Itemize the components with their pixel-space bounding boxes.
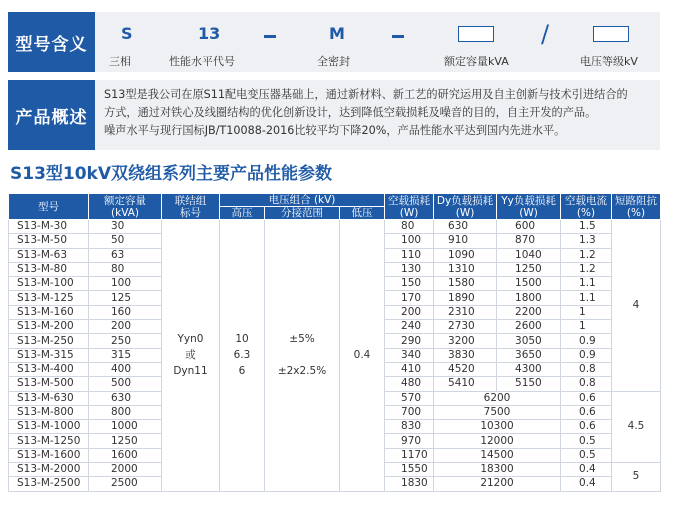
cell-noload-loss: 1550	[385, 463, 434, 477]
cell-capacity: 315	[89, 348, 162, 362]
cell-impedance: 4.5	[612, 391, 661, 462]
cell-yy-load-loss: 1250	[497, 262, 561, 276]
cell-noload-current: 0.4	[561, 463, 612, 477]
cell-noload-loss: 1830	[385, 477, 434, 491]
cell-impedance: 5	[612, 463, 661, 492]
cell-model: S13-M-630	[9, 391, 89, 405]
performance-table	[8, 193, 661, 492]
cell-yy-load-loss: 3050	[497, 334, 561, 348]
cell-dy-load-loss: 4520	[434, 362, 497, 376]
cell-yy-load-loss: 5150	[497, 377, 561, 391]
cell-yy-load-loss: 1800	[497, 291, 561, 305]
cell-load-loss: 6200	[434, 391, 561, 405]
cell-noload-current: 0.9	[561, 348, 612, 362]
cell-noload-current: 0.8	[561, 362, 612, 376]
cell-yy-load-loss: 870	[497, 234, 561, 248]
cell-noload-current: 1.1	[561, 277, 612, 291]
code-m: M	[329, 24, 345, 43]
cell-dy-load-loss: 910	[434, 234, 497, 248]
cell-capacity: 50	[89, 234, 162, 248]
cell-noload-current: 0.6	[561, 420, 612, 434]
cell-impedance: 4	[612, 220, 661, 392]
header-tap: 分接范围	[265, 207, 340, 220]
cell-dy-load-loss: 3200	[434, 334, 497, 348]
cell-capacity: 250	[89, 334, 162, 348]
cell-model: S13-M-160	[9, 305, 89, 319]
cell-noload-current: 0.4	[561, 477, 612, 491]
cell-noload-current: 1	[561, 305, 612, 319]
cell-noload-loss: 700	[385, 405, 434, 419]
cell-dy-load-loss: 1580	[434, 277, 497, 291]
cell-capacity: 400	[89, 362, 162, 376]
cell-noload-current: 1	[561, 320, 612, 334]
overview-line: 方式，通过对铁心及线圈结构的优化创新设计，达到降低空载损耗及噪音的目的，自主开发的产品。	[104, 106, 597, 119]
cell-capacity: 630	[89, 391, 162, 405]
cell-noload-current: 0.6	[561, 391, 612, 405]
header-yy-load-loss: Yy负载损耗 (W)	[497, 194, 561, 220]
cell-model: S13-M-200	[9, 320, 89, 334]
header-noload-loss: 空载损耗 (W)	[385, 194, 434, 220]
cell-dy-load-loss: 2730	[434, 320, 497, 334]
cell-model: S13-M-1000	[9, 420, 89, 434]
cell-noload-current: 1.3	[561, 234, 612, 248]
cell-capacity: 800	[89, 405, 162, 419]
cell-yy-load-loss: 4300	[497, 362, 561, 376]
header-model: 型号	[9, 194, 89, 220]
cell-capacity: 30	[89, 220, 162, 234]
cell-noload-loss: 170	[385, 291, 434, 305]
code-13: 13	[198, 24, 221, 43]
cell-noload-loss: 100	[385, 234, 434, 248]
overview-line: 噪声水平与现行国标JB/T10088-2016比较平均下降20%，产品性能水平达到国内先进水平。	[104, 124, 566, 137]
header-noload-current: 空载电流 (%)	[561, 194, 612, 220]
cell-yy-load-loss: 1500	[497, 277, 561, 291]
cell-noload-current: 1.1	[561, 291, 612, 305]
desc-performance-level: 性能水平代号	[169, 55, 235, 68]
cell-noload-current: 1.2	[561, 262, 612, 276]
cell-model: S13-M-400	[9, 362, 89, 376]
cell-dy-load-loss: 1090	[434, 248, 497, 262]
cell-noload-loss: 110	[385, 248, 434, 262]
cell-model: S13-M-30	[9, 220, 89, 234]
cell-model: S13-M-80	[9, 262, 89, 276]
cell-model: S13-M-800	[9, 405, 89, 419]
cell-noload-loss: 290	[385, 334, 434, 348]
cell-capacity: 200	[89, 320, 162, 334]
header-capacity: 额定容量 (kVA)	[89, 194, 162, 220]
overview-body	[95, 80, 660, 150]
header-voltage: 电压组合 (kV)	[220, 194, 385, 207]
cell-load-loss: 21200	[434, 477, 561, 491]
cell-model: S13-M-125	[9, 291, 89, 305]
cell-capacity: 100	[89, 277, 162, 291]
cell-noload-loss: 240	[385, 320, 434, 334]
cell-model: S13-M-2000	[9, 463, 89, 477]
cell-dy-load-loss: 5410	[434, 377, 497, 391]
cell-model: S13-M-1250	[9, 434, 89, 448]
cell-capacity: 63	[89, 248, 162, 262]
cell-dy-load-loss: 630	[434, 220, 497, 234]
desc-rated-capacity: 额定容量kVA	[444, 55, 509, 68]
dash-separator-2	[392, 35, 404, 38]
table-row	[9, 220, 661, 234]
cell-noload-current: 1.2	[561, 248, 612, 262]
cell-low-voltage: 0.4	[340, 220, 385, 492]
cell-model: S13-M-1600	[9, 448, 89, 462]
cell-noload-loss: 480	[385, 377, 434, 391]
cell-capacity: 160	[89, 305, 162, 319]
cell-yy-load-loss: 600	[497, 220, 561, 234]
overview-section	[8, 80, 660, 150]
cell-capacity: 125	[89, 291, 162, 305]
cell-yy-load-loss: 1040	[497, 248, 561, 262]
cell-noload-current: 0.8	[561, 377, 612, 391]
cell-load-loss: 18300	[434, 463, 561, 477]
model-meaning-section	[8, 12, 660, 72]
cell-capacity: 1000	[89, 420, 162, 434]
cell-load-loss: 12000	[434, 434, 561, 448]
cell-noload-loss: 340	[385, 348, 434, 362]
cell-dy-load-loss: 3830	[434, 348, 497, 362]
header-impedance: 短路阻抗 (%)	[612, 194, 661, 220]
desc-three-phase: 三相	[109, 55, 131, 68]
cell-yy-load-loss: 3650	[497, 348, 561, 362]
cell-model: S13-M-315	[9, 348, 89, 362]
model-meaning-label: 型号含义	[8, 12, 95, 72]
header-lv: 低压	[340, 207, 385, 220]
cell-capacity: 2000	[89, 463, 162, 477]
overview-line: S13型是我公司在原S11配电变压器基础上，通过新材料、新工艺的研究运用及自主创新与技术引进结合的	[104, 88, 628, 101]
cell-noload-loss: 830	[385, 420, 434, 434]
cell-capacity: 1250	[89, 434, 162, 448]
capacity-placeholder-box	[458, 26, 494, 42]
cell-model: S13-M-100	[9, 277, 89, 291]
slash-separator: /	[541, 20, 550, 48]
cell-noload-loss: 410	[385, 362, 434, 376]
performance-table-wrapper	[8, 193, 660, 492]
cell-model: S13-M-2500	[9, 477, 89, 491]
cell-noload-current: 1.5	[561, 220, 612, 234]
cell-tap-range: ±5% ±2x2.5%	[265, 220, 340, 492]
cell-model: S13-M-500	[9, 377, 89, 391]
overview-label: 产品概述	[8, 80, 95, 150]
cell-noload-loss: 150	[385, 277, 434, 291]
cell-yy-load-loss: 2200	[497, 305, 561, 319]
table-body	[9, 220, 661, 492]
cell-capacity: 1600	[89, 448, 162, 462]
cell-model: S13-M-50	[9, 234, 89, 248]
cell-noload-loss: 130	[385, 262, 434, 276]
model-meaning-body	[95, 12, 660, 72]
desc-voltage-class: 电压等级kV	[580, 55, 638, 68]
cell-load-loss: 7500	[434, 405, 561, 419]
cell-model: S13-M-250	[9, 334, 89, 348]
header-hv: 高压	[220, 207, 265, 220]
cell-noload-current: 0.6	[561, 405, 612, 419]
cell-noload-loss: 1170	[385, 448, 434, 462]
code-s: S	[121, 24, 133, 43]
table-title: S13型10kV双绕组系列主要产品性能参数	[10, 164, 333, 184]
cell-dy-load-loss: 2310	[434, 305, 497, 319]
header-group: 联结组 标号	[162, 194, 220, 220]
cell-noload-loss: 200	[385, 305, 434, 319]
cell-capacity: 80	[89, 262, 162, 276]
cell-model: S13-M-63	[9, 248, 89, 262]
cell-noload-current: 0.5	[561, 434, 612, 448]
voltage-placeholder-box	[593, 26, 629, 42]
cell-connection-group: Yyn0 或 Dyn11	[162, 220, 220, 492]
desc-fully-sealed: 全密封	[317, 55, 350, 68]
cell-yy-load-loss: 2600	[497, 320, 561, 334]
cell-dy-load-loss: 1310	[434, 262, 497, 276]
cell-high-voltage: 10 6.3 6	[220, 220, 265, 492]
cell-noload-loss: 570	[385, 391, 434, 405]
cell-dy-load-loss: 1890	[434, 291, 497, 305]
cell-load-loss: 14500	[434, 448, 561, 462]
cell-noload-current: 0.9	[561, 334, 612, 348]
cell-capacity: 2500	[89, 477, 162, 491]
cell-capacity: 500	[89, 377, 162, 391]
header-dy-load-loss: Dy负载损耗 (W)	[434, 194, 497, 220]
cell-noload-loss: 970	[385, 434, 434, 448]
cell-noload-loss: 80	[385, 220, 434, 234]
cell-noload-current: 0.5	[561, 448, 612, 462]
dash-separator-1	[264, 35, 276, 38]
cell-load-loss: 10300	[434, 420, 561, 434]
